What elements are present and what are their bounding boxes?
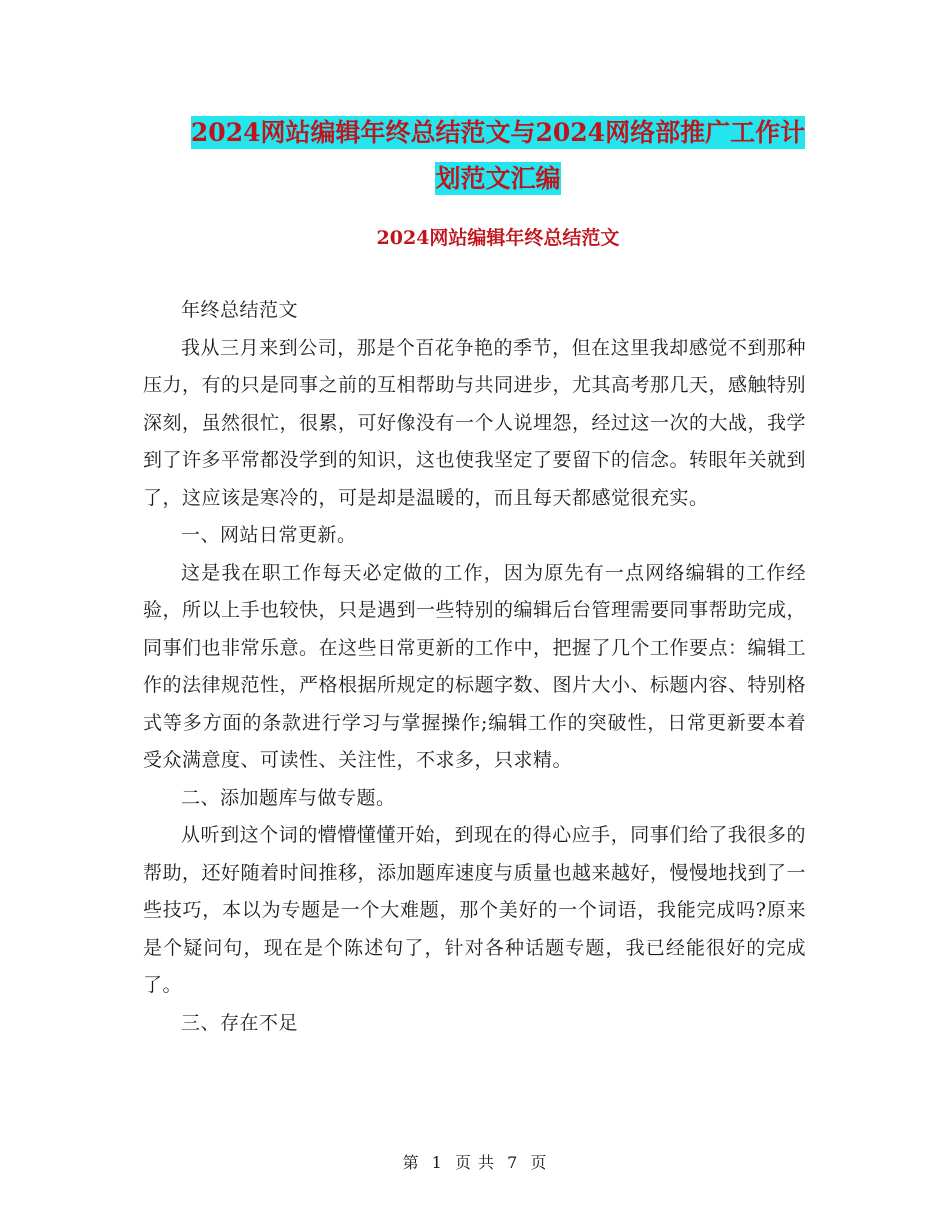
- paragraph: 一、网站日常更新。: [181, 524, 357, 546]
- paragraph: 从听到这个词的懵懵懂懂开始，到现在的得心应手，同事们给了我很多的帮助，还好随着时间推移，添加题库速度与质量也越来越好，慢慢地找到了一些技巧，本以为专题是一个大难题，那个美好的一个词语，我能完成吗?原来是个疑问句，现在是个陈述句了，针对各种话题专题，我已经能很好的完成了。: [143, 824, 807, 996]
- page-total: 7: [507, 1153, 519, 1172]
- paragraph: 三、存在不足: [181, 1011, 299, 1034]
- page-footer: [0, 1150, 950, 1173]
- section-title: 2024网站编辑年终总结范文: [376, 227, 620, 249]
- paragraph: 我从三月来到公司，那是个百花争艳的季节，但在这里我却感觉不到那种压力，有的只是同事之前的互相帮助与共同进步，尤其高考那几天，感触特别深刻，虽然很忙，很累，可好像没有一个人说埋怨，经过这一次的大战，我学到了许多平常都没学到的知识，这也使我坚定了要留下的信念。转眼年关就到了，这应该是寒冷的，可是却是温暖的，而且每天都感觉很充实。: [143, 336, 807, 509]
- paragraph: 年终总结范文: [181, 299, 299, 321]
- document-body: [143, 292, 806, 1042]
- title-line-2: 划范文汇编: [435, 164, 561, 193]
- footer-prefix: 第: [402, 1153, 420, 1172]
- page-number: 1: [431, 1153, 443, 1172]
- footer-middle: 页 共: [454, 1153, 496, 1172]
- title-line-1: 2024网站编辑年终总结范文与2024网络部推广工作计: [190, 118, 806, 147]
- paragraph: 二、添加题库与做专题。: [181, 786, 396, 809]
- document-title: [143, 110, 853, 202]
- paragraph: 这是我在职工作每天必定做的工作，因为原先有一点网络编辑的工作经验，所以上手也较快，只是遇到一些特别的编辑后台管理需要同事帮助完成，同事们也非常乐意。在这些日常更新的工作中，把握了几个工作要点：编辑工作的法律规范性，严格根据所规定的标题字数、图片大小、标题内容、特别格式等多方面的条款进行学习与掌握操作;编辑工作的突破性，日常更新要本着受众满意度、可读性、关注性，不求多，只求精。: [143, 561, 807, 771]
- footer-suffix: 页: [530, 1153, 548, 1172]
